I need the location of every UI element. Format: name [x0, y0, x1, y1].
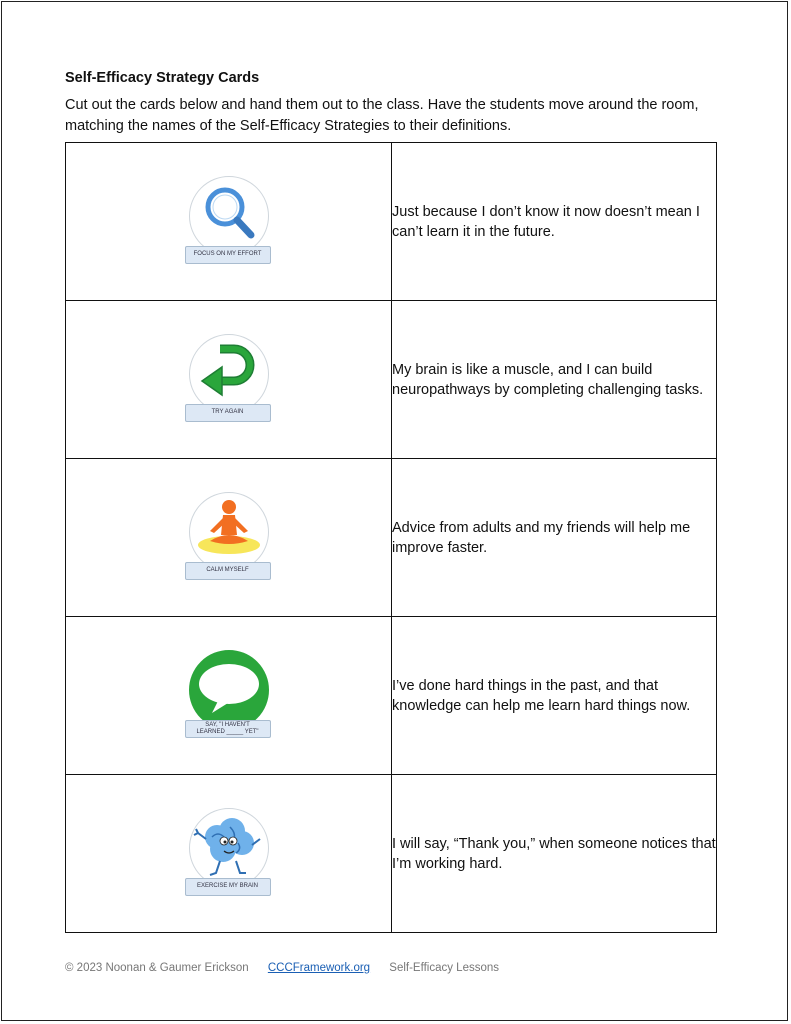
- speech-bubble-icon: [190, 651, 268, 729]
- strategy-cards-table: [65, 142, 717, 933]
- instructions-text: Cut out the cards below and hand them out to the class. Have the students move around the room, matching the names of the Self-Efficacy Strategies to their definitions.: [65, 97, 699, 134]
- definition-cell: I will say, “Thank you,” when someone notices that I’m working hard.: [392, 775, 717, 933]
- strategy-card: [185, 650, 277, 742]
- table-row: [66, 775, 717, 933]
- definition-cell: I’ve done hard things in the past, and that knowledge can help me learn hard things now.: [392, 617, 717, 775]
- card-circle: [189, 492, 269, 572]
- strategy-card: [185, 808, 277, 900]
- card-cell: [66, 301, 392, 459]
- card-label: CALM MYSELF: [185, 562, 271, 580]
- definition-cell: Just because I don’t know it now doesn’t mean I can’t learn it in the future.: [392, 143, 717, 301]
- table-row: [66, 617, 717, 775]
- table-row: [66, 301, 717, 459]
- definition-cell: Advice from adults and my friends will help me improve faster.: [392, 459, 717, 617]
- footer-copyright: © 2023 Noonan & Gaumer Erickson: [65, 962, 249, 974]
- card-cell: [66, 459, 392, 617]
- card-label: FOCUS ON MY EFFORT: [185, 246, 271, 264]
- card-circle: [189, 650, 269, 730]
- card-circle: [189, 176, 269, 256]
- card-label: TRY AGAIN: [185, 404, 271, 422]
- card-circle: [189, 334, 269, 414]
- card-label: SAY, "I HAVEN'T LEARNED _____ YET": [185, 720, 271, 738]
- u-turn-arrow-icon: [190, 335, 268, 413]
- meditation-icon: [190, 493, 268, 571]
- card-circle: [189, 808, 269, 888]
- table-row: [66, 459, 717, 617]
- footer-series: Self-Efficacy Lessons: [389, 962, 500, 974]
- definition-cell: My brain is like a muscle, and I can build neuropathways by completing challenging tasks.: [392, 301, 717, 459]
- strategy-card: [185, 334, 277, 426]
- page-title: Self-Efficacy Strategy Cards: [65, 70, 260, 86]
- card-cell: [66, 775, 392, 933]
- strategy-card: [185, 492, 277, 584]
- footer-link[interactable]: CCCFramework.org: [267, 962, 371, 974]
- footer: [65, 962, 515, 974]
- card-cell: [66, 617, 392, 775]
- magnifying-glass-icon: [190, 177, 268, 255]
- strategy-card: [185, 176, 277, 268]
- table-row: [66, 143, 717, 301]
- card-cell: [66, 143, 392, 301]
- brain-character-icon: [190, 809, 268, 887]
- card-label: EXERCISE MY BRAIN: [185, 878, 271, 896]
